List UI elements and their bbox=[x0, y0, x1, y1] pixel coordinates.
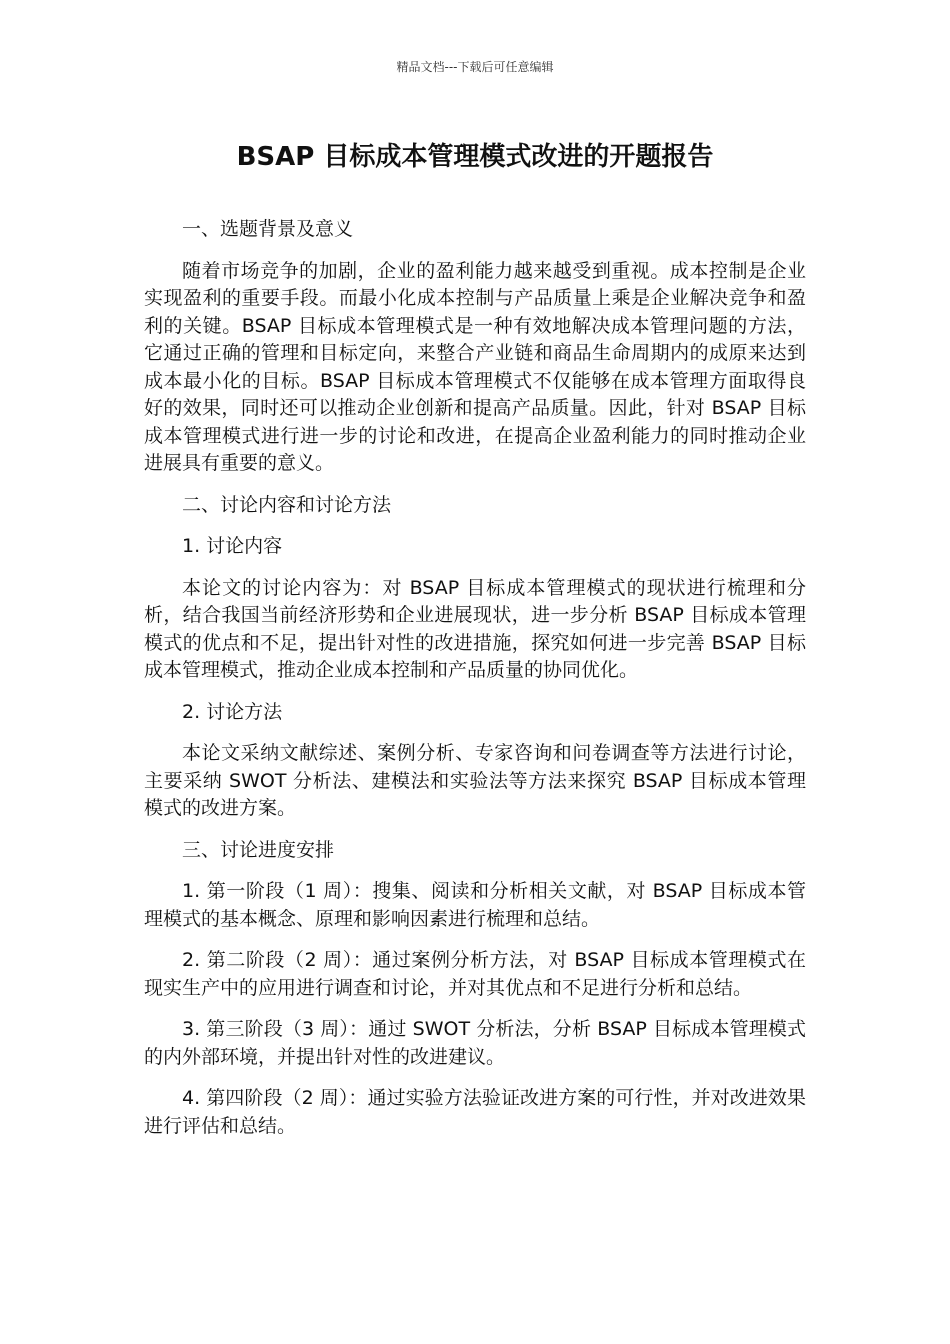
paragraph-background: 随着市场竞争的加剧，企业的盈利能力越来越受到重视。成本控制是企业实现盈利的重要手段。而最小化成本控制与产品质量上乘是企业解决竞争和盈利的关键。BSAP 目标成本管理模式是一种有效地解决成本管理问题的方法，它通过正确的管理和目标定向，来整合产业链和商品生命周期内的成原来达到成本最小化的目标。BSAP 目标成本管理模式不仅能够在成本管理方面取得良好的效果，同时还可以推动企业创新和提高产品质量。因此，针对 BSAP 目标成本管理模式进行进一步的讨论和改进，在提高企业盈利能力的同时推动企业进展具有重要的意义。 bbox=[144, 259, 806, 474]
section-heading-background: 一、选题背景及意义 bbox=[182, 218, 354, 240]
schedule-item-2: 2. 第二阶段（2 周）：通过案例分析方法，对 BSAP 目标成本管理模式在现实生产中的应用进行调查和讨论，并对其优点和不足进行分析和总结。 bbox=[144, 949, 806, 999]
schedule-item-1: 1. 第一阶段（1 周）：搜集、阅读和分析相关文献，对 BSAP 目标成本管理模式的基本概念、原理和影响因素进行梳理和总结。 bbox=[144, 880, 806, 930]
paragraph-content: 本论文的讨论内容为：对 BSAP 目标成本管理模式的现状进行梳理和分析，结合我国当前经济形势和企业进展现状，进一步分析 BSAP 目标成本管理模式的优点和不足，提出针对性的改进措施，探究如何进一步完善 BSAP 目标成本管理模式，推动企业成本控制和产品质量的协同优化。 bbox=[144, 576, 806, 681]
paragraph-method: 本论文采纳文献综述、案例分析、专家咨询和问卷调查等方法进行讨论，主要采纳 SWOT 分析法、建模法和实验法等方法来探究 BSAP 目标成本管理模式的改进方案。 bbox=[144, 742, 806, 819]
schedule-item-3: 3. 第三阶段（3 周）：通过 SWOT 分析法，分析 BSAP 目标成本管理模式的内外部环境，并提出针对性的改进建议。 bbox=[144, 1018, 806, 1068]
schedule-item-4: 4. 第四阶段（2 周）：通过实验方法验证改进方案的可行性，并对改进效果进行评估和总结。 bbox=[144, 1087, 806, 1137]
subheading-content: 1. 讨论内容 bbox=[182, 535, 283, 557]
section-heading-schedule: 三、讨论进度安排 bbox=[182, 838, 335, 861]
document-body bbox=[144, 216, 806, 1154]
subheading-method: 2. 讨论方法 bbox=[182, 700, 283, 723]
section-heading-content-method: 二、讨论内容和讨论方法 bbox=[182, 493, 392, 516]
document-title: BSAP 目标成本管理模式改进的开题报告 bbox=[236, 142, 714, 172]
header-note: 精品文档---下载后可任意编辑 bbox=[396, 60, 554, 74]
